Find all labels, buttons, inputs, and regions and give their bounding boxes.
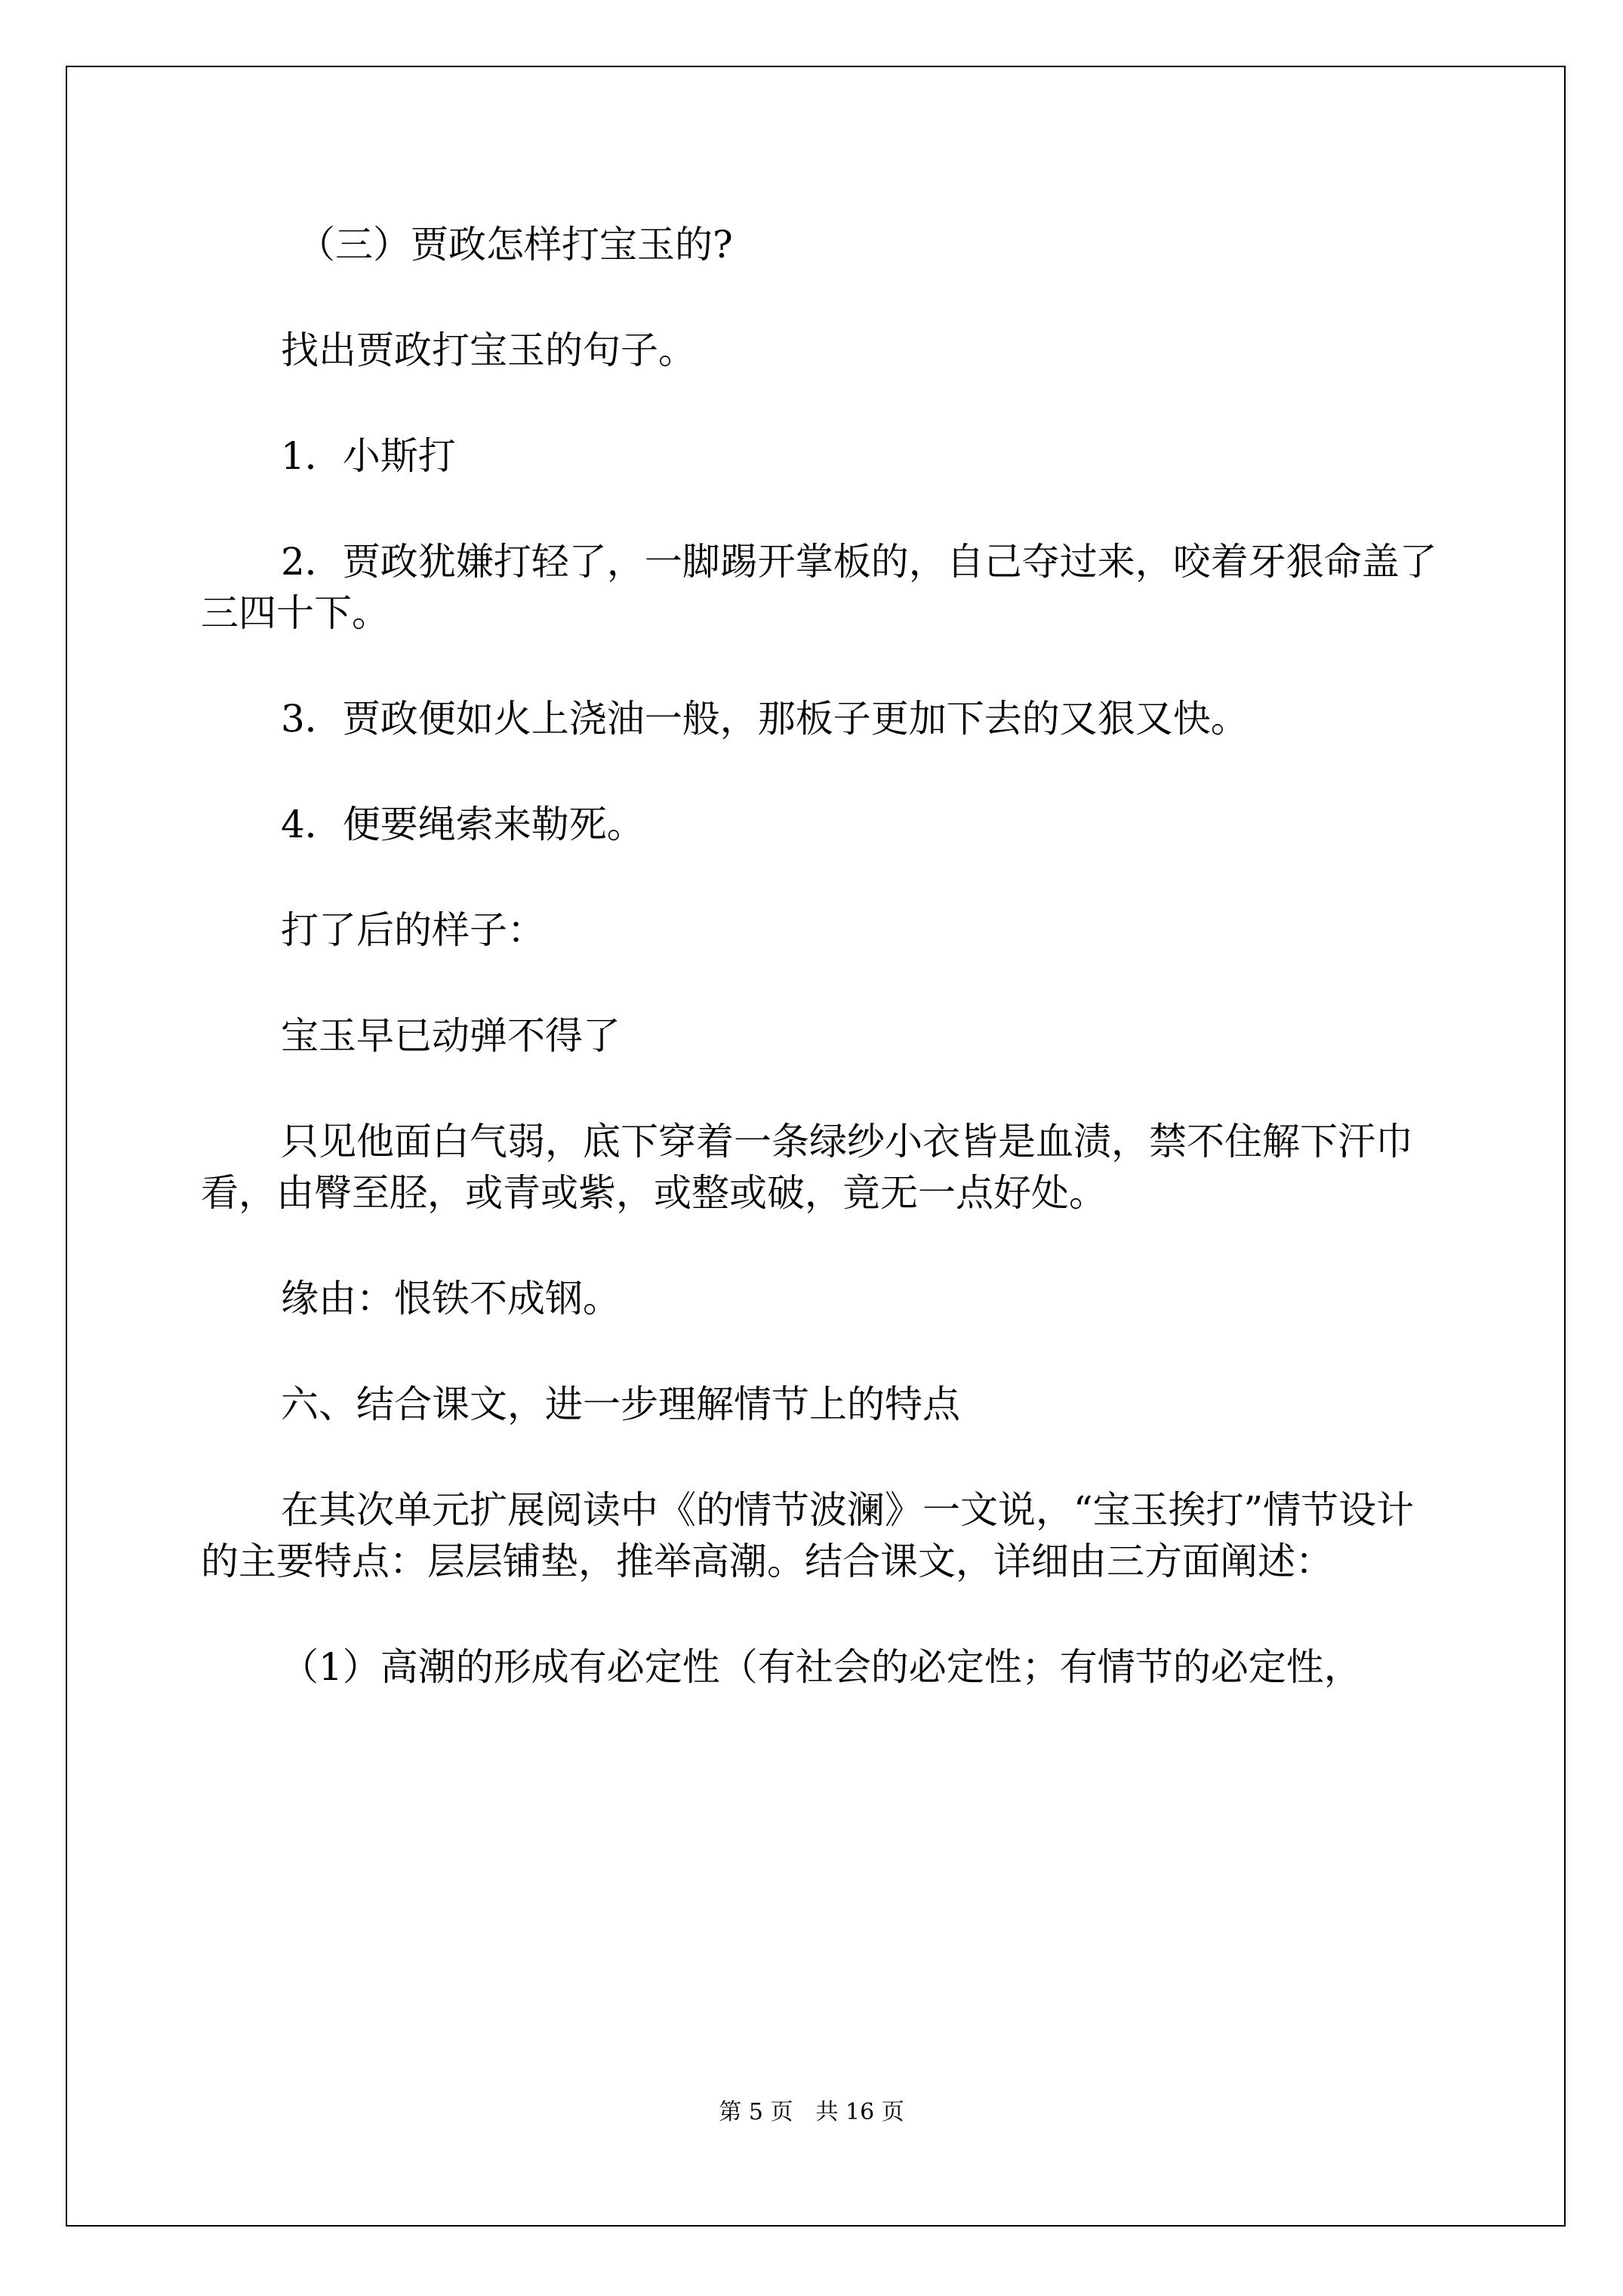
list-item-1: 1．小斯打 [281,434,456,478]
paragraph: 只见他面白气弱，底下穿着一条绿纱小衣皆是血渍，禁不住解下汗巾看，由臀至胫，或青或紫，或整或破，竟无一点好处。 [201,1120,1413,1215]
list-item-4: 4．便要绳索来勒死。 [281,803,645,846]
list-item-2: 2．贾政犹嫌打轻了，一脚踢开掌板的，自己夺过来，咬着牙狠命盖了三四十下。 [201,540,1437,635]
paragraph: 打了后的样子： [281,908,545,952]
section-heading-3: （三）贾政怎样打宝玉的? [297,223,733,267]
paragraph: 找出贾政打宝玉的句子。 [281,328,696,372]
document-body [201,219,1440,1747]
paragraph: 缘由：恨铁不成钢。 [281,1277,621,1321]
list-item-3: 3．贾政便如火上浇油一般，那板子更加下去的又狠又快。 [281,697,1249,741]
paragraph: 宝玉早已动弹不得了 [281,1014,621,1058]
section-heading-6: 六、结合课文，进一步理解情节上的特点 [281,1382,960,1426]
page-number: 第 5 页 共 16 页 [719,2099,904,2125]
paragraph: 在其次单元扩展阅读中《的情节波澜》一文说，“宝玉挨打”情节设计的主要特点：层层铺垫，推举高潮。结合课文，详细由三方面阐述： [201,1488,1415,1583]
paragraph: （1）高潮的形成有必定性（有社会的必定性；有情节的必定性， [281,1645,1362,1689]
